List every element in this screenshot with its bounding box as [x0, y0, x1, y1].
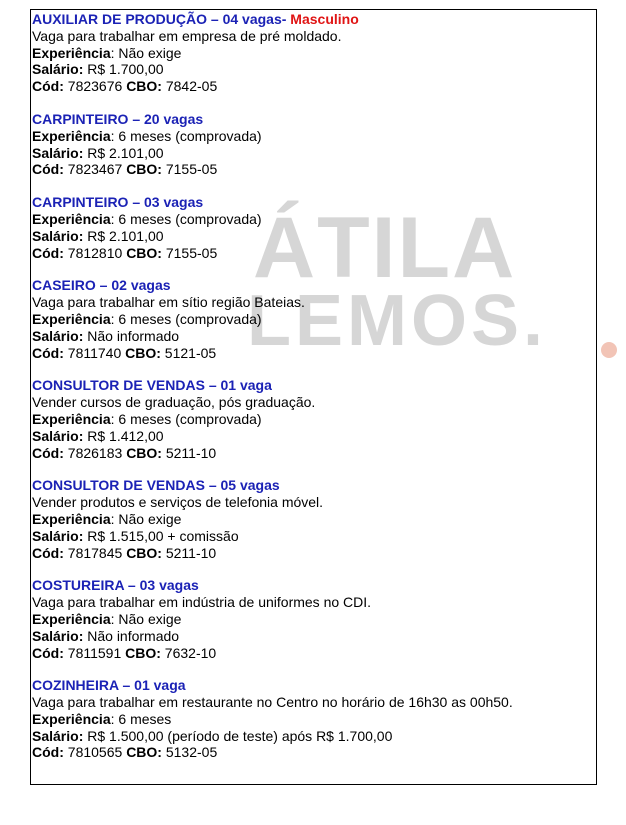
cbo-label: CBO:	[125, 344, 161, 361]
job-salary	[32, 628, 592, 645]
job-listing	[32, 277, 592, 361]
experience-label: Experiência	[32, 44, 111, 61]
job-title: CASEIRO – 02 vagas	[32, 277, 171, 294]
cbo-label: CBO:	[125, 644, 161, 661]
cod-value: 7817845	[63, 544, 127, 561]
salary-label: Salário:	[32, 227, 84, 244]
salary-label: Salário:	[32, 427, 84, 444]
experience-value: : 6 meses (comprovada)	[110, 210, 262, 227]
cod-value: 7823467	[63, 161, 127, 178]
job-experience	[32, 511, 592, 528]
salary-value: R$ 1.500,00 (período de teste) após R$ 1.700,00	[83, 727, 393, 744]
experience-label: Experiência	[32, 510, 111, 527]
experience-label: Experiência	[32, 410, 111, 427]
job-title-line	[32, 377, 592, 394]
cbo-value: 7632-10	[160, 644, 217, 661]
cbo-value: 5121-05	[160, 344, 217, 361]
cbo-label: CBO:	[126, 78, 162, 95]
cbo-value: 5132-05	[161, 744, 218, 761]
salary-value: R$ 1.515,00 + comissão	[83, 527, 239, 544]
job-salary	[32, 61, 592, 78]
job-codes	[32, 245, 592, 262]
cod-value: 7810565	[63, 744, 127, 761]
job-listing	[32, 377, 592, 461]
job-title: CONSULTOR DE VENDAS – 05 vagas	[32, 477, 280, 494]
job-listing	[32, 577, 592, 661]
experience-value: : 6 meses	[110, 710, 172, 727]
job-codes	[32, 645, 592, 662]
job-salary	[32, 328, 592, 345]
job-codes	[32, 78, 592, 95]
job-listing	[32, 11, 592, 95]
job-description: Vaga para trabalhar em indústria de uniformes no CDI.	[32, 594, 372, 611]
job-description: Vender cursos de graduação, pós graduação.	[32, 394, 316, 411]
job-experience	[32, 411, 592, 428]
job-salary	[32, 428, 592, 445]
job-listing	[32, 111, 592, 178]
job-experience	[32, 711, 592, 728]
cbo-label: CBO:	[126, 244, 162, 261]
experience-label: Experiência	[32, 210, 111, 227]
job-title: CONSULTOR DE VENDAS – 01 vaga	[32, 377, 272, 394]
experience-value: : 6 meses (comprovada)	[110, 310, 262, 327]
job-salary	[32, 728, 592, 745]
experience-label: Experiência	[32, 127, 111, 144]
experience-value: : Não exige	[110, 44, 182, 61]
cod-label: Cód:	[32, 644, 64, 661]
job-title-line	[32, 111, 592, 128]
job-title: COZINHEIRA – 01 vaga	[32, 677, 186, 694]
experience-label: Experiência	[32, 310, 111, 327]
cod-label: Cód:	[32, 744, 64, 761]
cod-label: Cód:	[32, 78, 64, 95]
cod-value: 7826183	[63, 444, 127, 461]
job-experience	[32, 311, 592, 328]
cbo-label: CBO:	[126, 744, 162, 761]
cbo-value: 5211-10	[161, 544, 217, 561]
cbo-label: CBO:	[126, 444, 162, 461]
salary-value: Não informado	[83, 327, 180, 344]
job-codes	[32, 345, 592, 362]
cod-label: Cód:	[32, 344, 64, 361]
job-title: CARPINTEIRO – 03 vagas	[32, 194, 204, 211]
job-codes	[32, 445, 592, 462]
job-experience	[32, 611, 592, 628]
job-gender-requirement: Masculino	[286, 11, 359, 27]
salary-value: R$ 2.101,00	[83, 144, 164, 161]
watermark-line-2: LEMOS.	[247, 281, 548, 361]
cod-value: 7823676	[63, 78, 127, 95]
watermark-line-1: ÁTILA	[253, 200, 517, 296]
job-title-line	[32, 677, 592, 694]
cbo-value: 5211-10	[161, 444, 217, 461]
experience-value: : Não exige	[110, 610, 182, 627]
cbo-value: 7842-05	[161, 78, 218, 95]
salary-value: Não informado	[83, 627, 180, 644]
cod-value: 7811591	[63, 644, 126, 661]
salary-label: Salário:	[32, 144, 84, 161]
salary-value: R$ 2.101,00	[83, 227, 164, 244]
watermark-dot	[601, 342, 617, 358]
job-salary	[32, 528, 592, 545]
job-title-line	[32, 11, 592, 28]
job-experience	[32, 211, 592, 228]
salary-label: Salário:	[32, 527, 84, 544]
job-title-line	[32, 194, 592, 211]
job-title-line	[32, 277, 592, 294]
cod-label: Cód:	[32, 444, 64, 461]
job-description: Vaga para trabalhar em empresa de pré moldado.	[32, 27, 342, 44]
cod-value: 7811740	[63, 344, 126, 361]
job-salary	[32, 145, 592, 162]
cbo-value: 7155-05	[161, 244, 218, 261]
salary-value: R$ 1.700,00	[83, 61, 164, 78]
experience-label: Experiência	[32, 610, 111, 627]
job-experience	[32, 45, 592, 62]
job-experience	[32, 128, 592, 145]
job-title-line	[32, 577, 592, 594]
experience-value: : 6 meses (comprovada)	[110, 410, 262, 427]
job-title: CARPINTEIRO – 20 vagas	[32, 110, 204, 127]
experience-value: : Não exige	[110, 510, 182, 527]
salary-label: Salário:	[32, 627, 84, 644]
job-description: Vaga para trabalhar em sítio região Bateias.	[32, 294, 305, 311]
cod-value: 7812810	[63, 244, 127, 261]
cod-label: Cód:	[32, 244, 64, 261]
job-listing	[32, 477, 592, 561]
cod-label: Cód:	[32, 544, 64, 561]
job-listing	[32, 194, 592, 261]
job-codes	[32, 545, 592, 562]
job-codes	[32, 161, 592, 178]
job-title: COSTUREIRA – 03 vagas	[32, 577, 199, 594]
job-title: AUXILIAR DE PRODUÇÃO – 04 vagas-	[32, 11, 287, 27]
job-title-line	[32, 477, 592, 494]
cbo-value: 7155-05	[161, 161, 218, 178]
job-description: Vender produtos e serviços de telefonia móvel.	[32, 494, 324, 511]
cbo-label: CBO:	[126, 544, 162, 561]
experience-value: : 6 meses (comprovada)	[110, 127, 262, 144]
salary-label: Salário:	[32, 327, 84, 344]
job-listing	[32, 677, 592, 761]
experience-label: Experiência	[32, 710, 111, 727]
salary-value: R$ 1.412,00	[83, 427, 164, 444]
job-codes	[32, 744, 592, 761]
salary-label: Salário:	[32, 727, 84, 744]
job-description: Vaga para trabalhar em restaurante no Centro no horário de 16h30 as 00h50.	[32, 694, 513, 711]
cbo-label: CBO:	[126, 161, 162, 178]
job-salary	[32, 228, 592, 245]
job-listings	[32, 11, 592, 777]
salary-label: Salário:	[32, 61, 84, 78]
cod-label: Cód:	[32, 161, 64, 178]
